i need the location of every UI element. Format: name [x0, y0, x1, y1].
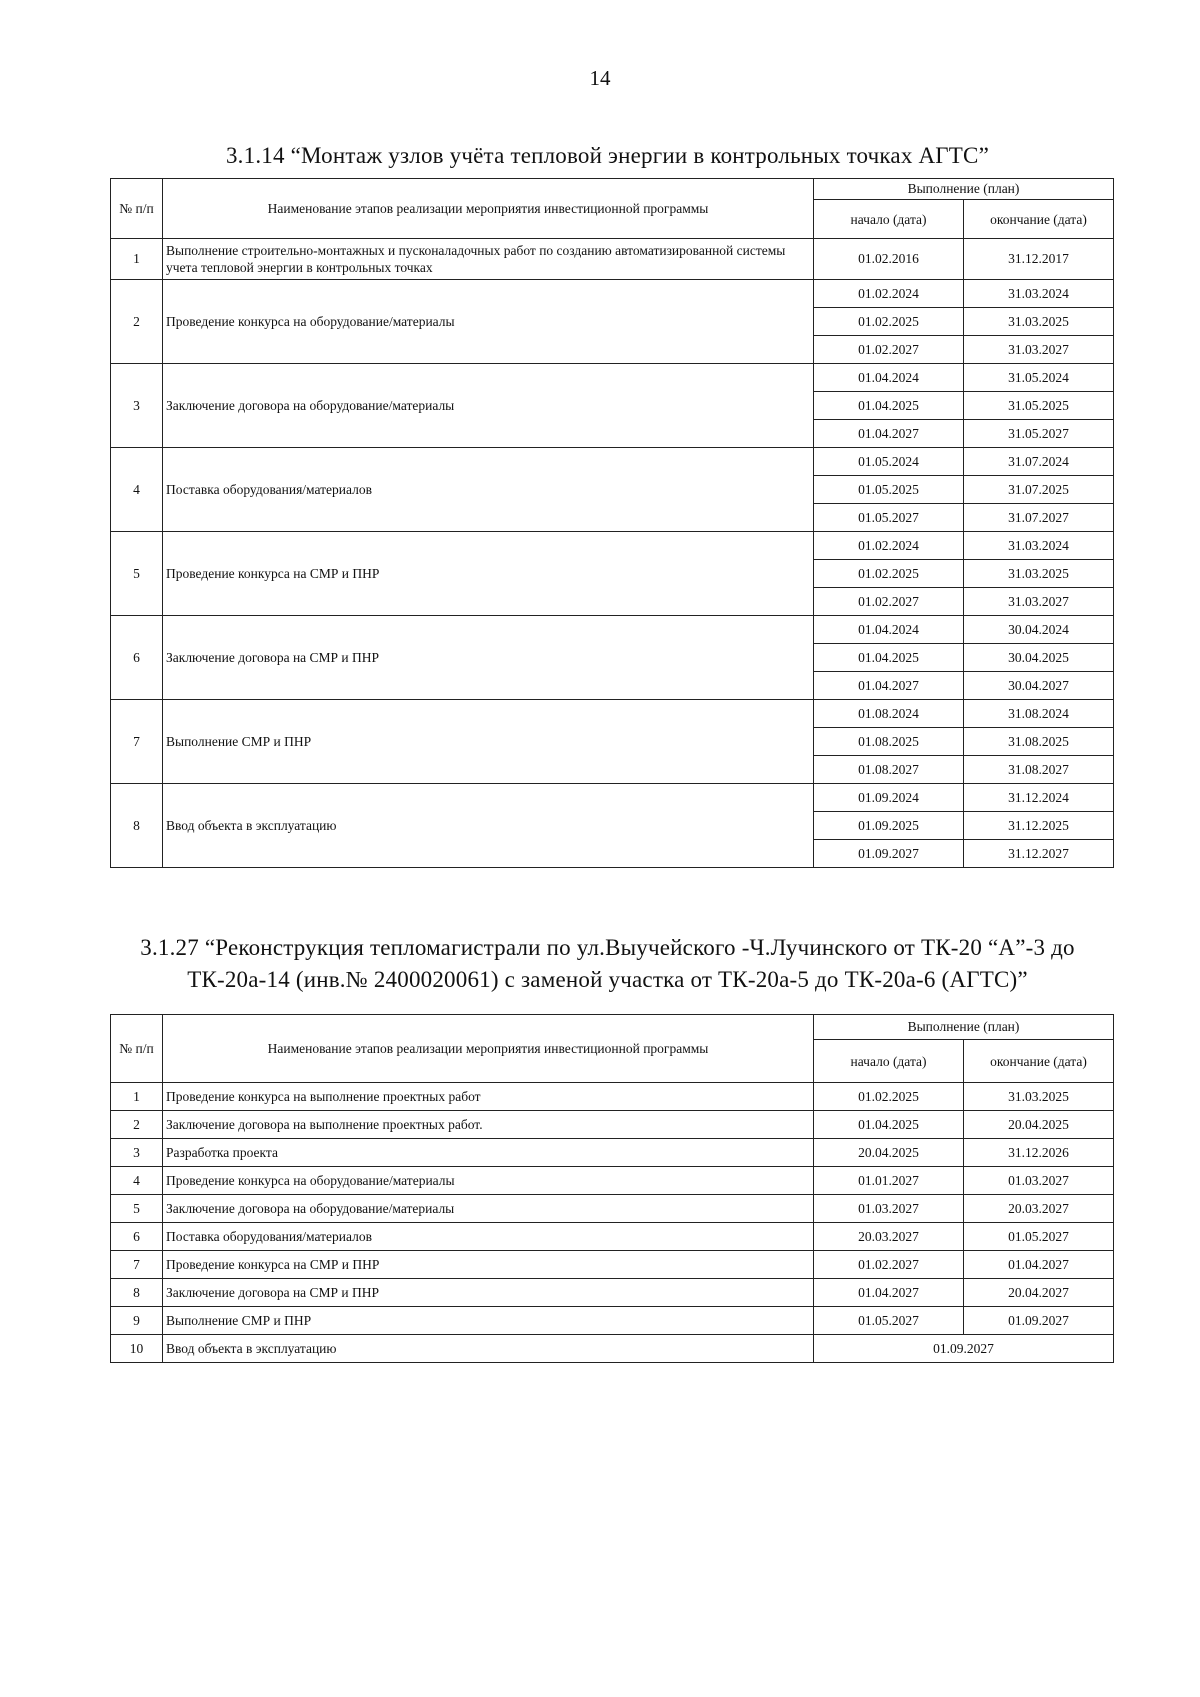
start-date: 01.02.2027 — [814, 336, 964, 364]
end-date: 01.03.2027 — [964, 1167, 1114, 1195]
start-date: 01.01.2027 — [814, 1167, 964, 1195]
start-date: 01.04.2024 — [814, 616, 964, 644]
end-date: 01.05.2027 — [964, 1223, 1114, 1251]
start-date: 01.03.2027 — [814, 1195, 964, 1223]
end-date: 20.04.2027 — [964, 1279, 1114, 1307]
table-row — [111, 364, 1114, 392]
table-row — [111, 1083, 1114, 1111]
start-date: 01.02.2025 — [814, 1083, 964, 1111]
end-date: 31.12.2017 — [964, 239, 1114, 280]
stage-name: Заключение договора на СМР и ПНР — [163, 616, 814, 700]
end-date: 31.07.2027 — [964, 504, 1114, 532]
stage-name: Ввод объекта в эксплуатацию — [163, 1335, 814, 1363]
header-num: № п/п — [111, 1015, 163, 1083]
row-number: 5 — [111, 532, 163, 616]
start-date: 20.03.2027 — [814, 1223, 964, 1251]
start-date: 01.05.2024 — [814, 448, 964, 476]
end-date: 31.12.2025 — [964, 812, 1114, 840]
end-date: 31.03.2025 — [964, 308, 1114, 336]
stage-name: Выполнение СМР и ПНР — [163, 1307, 814, 1335]
start-date: 01.02.2016 — [814, 239, 964, 280]
end-date: 31.05.2025 — [964, 392, 1114, 420]
table-row — [111, 532, 1114, 560]
stage-name: Заключение договора на оборудование/материалы — [163, 364, 814, 448]
start-date: 01.08.2027 — [814, 756, 964, 784]
table-row — [111, 448, 1114, 476]
start-date: 01.02.2027 — [814, 588, 964, 616]
page-number: 14 — [589, 66, 611, 90]
start-date: 01.09.2025 — [814, 812, 964, 840]
start-date: 01.08.2024 — [814, 700, 964, 728]
row-number: 10 — [111, 1335, 163, 1363]
row-number: 8 — [111, 784, 163, 868]
table-row — [111, 1307, 1114, 1335]
end-date: 31.12.2026 — [964, 1139, 1114, 1167]
row-number: 9 — [111, 1307, 163, 1335]
start-date: 01.04.2025 — [814, 644, 964, 672]
end-date: 20.03.2027 — [964, 1195, 1114, 1223]
header-start: начало (дата) — [814, 1040, 964, 1083]
stage-name: Выполнение строительно-монтажных и пусконаладочных работ по созданию автоматизированной системы учета тепловой энергии в контрольных точках — [163, 239, 814, 280]
commission-date: 01.09.2027 — [814, 1335, 1114, 1363]
header-execution: Выполнение (план) — [814, 1015, 1114, 1040]
row-number: 2 — [111, 1111, 163, 1139]
end-date: 31.12.2024 — [964, 784, 1114, 812]
row-number: 5 — [111, 1195, 163, 1223]
stage-name: Разработка проекта — [163, 1139, 814, 1167]
table-row — [111, 1111, 1114, 1139]
header-start: начало (дата) — [814, 200, 964, 239]
header-name: Наименование этапов реализации мероприятия инвестиционной программы — [163, 179, 814, 239]
end-date: 01.09.2027 — [964, 1307, 1114, 1335]
end-date: 31.03.2027 — [964, 336, 1114, 364]
table-row — [111, 616, 1114, 644]
table-row — [111, 784, 1114, 812]
end-date: 31.03.2027 — [964, 588, 1114, 616]
schedule-table-3-1-27 — [110, 1014, 1114, 1363]
end-date: 31.03.2025 — [964, 560, 1114, 588]
table-row — [111, 1223, 1114, 1251]
table-row — [111, 1139, 1114, 1167]
start-date: 20.04.2025 — [814, 1139, 964, 1167]
row-number: 6 — [111, 1223, 163, 1251]
stage-name: Проведение конкурса на оборудование/материалы — [163, 280, 814, 364]
start-date: 01.04.2024 — [814, 364, 964, 392]
table-row — [111, 1195, 1114, 1223]
stage-name: Заключение договора на оборудование/материалы — [163, 1195, 814, 1223]
end-date: 31.08.2027 — [964, 756, 1114, 784]
end-date: 31.12.2027 — [964, 840, 1114, 868]
stage-name: Поставка оборудования/материалов — [163, 1223, 814, 1251]
end-date: 01.04.2027 — [964, 1251, 1114, 1279]
end-date: 31.05.2024 — [964, 364, 1114, 392]
start-date: 01.02.2024 — [814, 280, 964, 308]
end-date: 31.03.2025 — [964, 1083, 1114, 1111]
end-date: 31.03.2024 — [964, 280, 1114, 308]
table-header-row — [111, 1015, 1114, 1040]
table-row — [111, 1251, 1114, 1279]
header-end: окончание (дата) — [964, 1040, 1114, 1083]
end-date: 31.03.2024 — [964, 532, 1114, 560]
row-number: 3 — [111, 1139, 163, 1167]
start-date: 01.08.2025 — [814, 728, 964, 756]
table-row — [111, 239, 1114, 280]
start-date: 01.02.2025 — [814, 308, 964, 336]
end-date: 31.05.2027 — [964, 420, 1114, 448]
row-number: 3 — [111, 364, 163, 448]
start-date: 01.04.2027 — [814, 672, 964, 700]
header-end: окончание (дата) — [964, 200, 1114, 239]
end-date: 31.07.2024 — [964, 448, 1114, 476]
start-date: 01.05.2027 — [814, 1307, 964, 1335]
end-date: 31.08.2025 — [964, 728, 1114, 756]
table-row — [111, 1167, 1114, 1195]
end-date: 20.04.2025 — [964, 1111, 1114, 1139]
stage-name: Ввод объекта в эксплуатацию — [163, 784, 814, 868]
end-date: 30.04.2024 — [964, 616, 1114, 644]
header-execution: Выполнение (план) — [814, 179, 1114, 200]
row-number: 8 — [111, 1279, 163, 1307]
section-title-3-1-14: 3.1.14 “Монтаж узлов учёта тепловой энергии в контрольных точках АГТС” — [225, 143, 989, 168]
start-date: 01.02.2027 — [814, 1251, 964, 1279]
header-num: № п/п — [111, 179, 163, 239]
row-number: 4 — [111, 1167, 163, 1195]
row-number: 7 — [111, 700, 163, 784]
start-date: 01.04.2025 — [814, 1111, 964, 1139]
start-date: 01.04.2027 — [814, 420, 964, 448]
table-header-row — [111, 179, 1114, 200]
end-date: 30.04.2027 — [964, 672, 1114, 700]
table-row — [111, 700, 1114, 728]
start-date: 01.05.2027 — [814, 504, 964, 532]
stage-name: Выполнение СМР и ПНР — [163, 700, 814, 784]
end-date: 31.08.2024 — [964, 700, 1114, 728]
stage-name: Проведение конкурса на СМР и ПНР — [163, 532, 814, 616]
row-number: 2 — [111, 280, 163, 364]
stage-name: Поставка оборудования/материалов — [163, 448, 814, 532]
row-number: 1 — [111, 1083, 163, 1111]
stage-name: Проведение конкурса на выполнение проектных работ — [163, 1083, 814, 1111]
table-row — [111, 280, 1114, 308]
schedule-table-3-1-14 — [110, 178, 1114, 868]
row-number: 1 — [111, 239, 163, 280]
end-date: 30.04.2025 — [964, 644, 1114, 672]
row-number: 7 — [111, 1251, 163, 1279]
header-name: Наименование этапов реализации мероприятия инвестиционной программы — [163, 1015, 814, 1083]
start-date: 01.04.2027 — [814, 1279, 964, 1307]
start-date: 01.02.2025 — [814, 560, 964, 588]
start-date: 01.04.2025 — [814, 392, 964, 420]
row-number: 4 — [111, 448, 163, 532]
start-date: 01.02.2024 — [814, 532, 964, 560]
stage-name: Заключение договора на СМР и ПНР — [163, 1279, 814, 1307]
start-date: 01.09.2024 — [814, 784, 964, 812]
start-date: 01.05.2025 — [814, 476, 964, 504]
end-date: 31.07.2025 — [964, 476, 1114, 504]
start-date: 01.09.2027 — [814, 840, 964, 868]
stage-name: Проведение конкурса на оборудование/материалы — [163, 1167, 814, 1195]
stage-name: Заключение договора на выполнение проектных работ. — [163, 1111, 814, 1139]
row-number: 6 — [111, 616, 163, 700]
table-row — [111, 1335, 1114, 1363]
stage-name: Проведение конкурса на СМР и ПНР — [163, 1251, 814, 1279]
section-title-3-1-27: 3.1.27 “Реконструкция тепломагистрали по ул.Выучейского -Ч.Лучинского от ТК-20 “А”-3 до ТК-20а-14 (инв.№ 2400020061) с заменой участка от ТК-20а-5 до ТК-20а-6 (АГТС)” — [140, 935, 1075, 992]
table-row — [111, 1279, 1114, 1307]
